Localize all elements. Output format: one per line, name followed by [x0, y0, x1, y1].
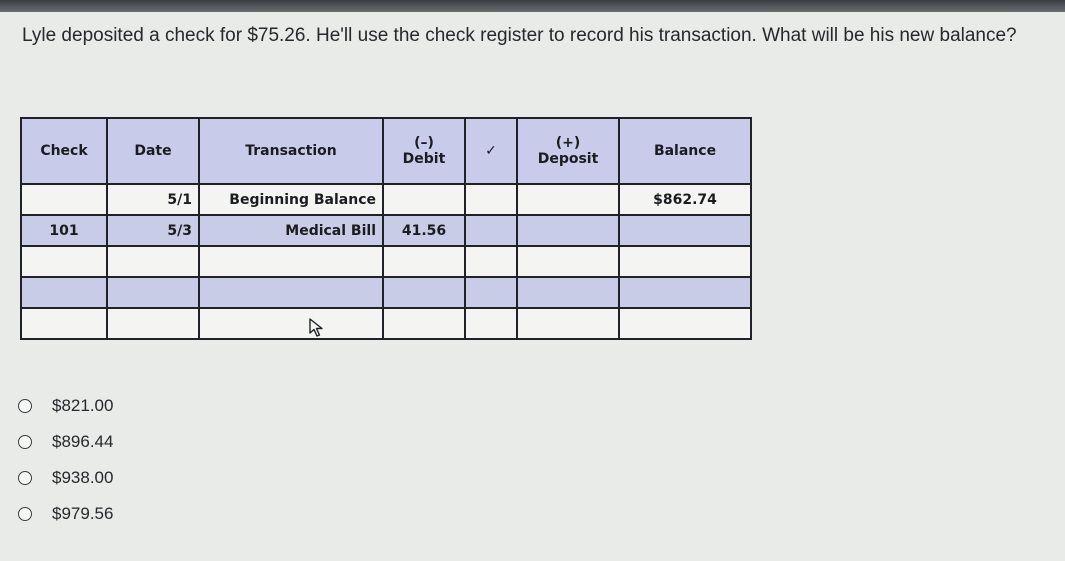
radio-button[interactable] — [18, 507, 32, 521]
header-balance: Balance — [619, 118, 751, 184]
cell-check — [21, 184, 107, 215]
cell-deposit — [517, 277, 619, 308]
table-row — [21, 277, 751, 308]
cell-balance: $862.74 — [619, 184, 751, 215]
cell-mark — [465, 246, 517, 277]
cell-transaction — [199, 246, 383, 277]
table-row — [21, 215, 751, 246]
cell-transaction: Medical Bill — [199, 215, 383, 246]
top-bar — [0, 0, 1065, 12]
question-text: Lyle deposited a check for $75.26. He'll use the check register to record his transaction. What will be his new balance? — [22, 25, 1017, 46]
cell-debit — [383, 308, 465, 339]
answer-option-2[interactable] — [18, 424, 113, 460]
header-check: Check — [21, 118, 107, 184]
cell-date: 5/3 — [107, 215, 199, 246]
cell-check — [21, 277, 107, 308]
option-label: $821.00 — [52, 396, 114, 415]
answer-options — [18, 388, 113, 532]
cell-balance — [619, 308, 751, 339]
radio-button[interactable] — [18, 471, 32, 485]
cell-transaction — [199, 277, 383, 308]
cell-balance — [619, 215, 751, 246]
cell-debit — [383, 184, 465, 215]
cell-date — [107, 308, 199, 339]
cell-balance — [619, 246, 751, 277]
table-header-row — [21, 118, 751, 184]
cell-check: 101 — [21, 215, 107, 246]
cell-check — [21, 246, 107, 277]
mouse-pointer-icon — [308, 318, 326, 338]
cell-date — [107, 277, 199, 308]
radio-button[interactable] — [18, 435, 32, 449]
check-register-table — [20, 117, 752, 340]
radio-button[interactable] — [18, 399, 32, 413]
answer-option-3[interactable] — [18, 460, 113, 496]
cell-debit — [383, 277, 465, 308]
answer-option-4[interactable] — [18, 496, 113, 532]
table-row — [21, 308, 751, 339]
cell-transaction: Beginning Balance — [199, 184, 383, 215]
header-date: Date — [107, 118, 199, 184]
cell-mark — [465, 184, 517, 215]
header-deposit — [517, 118, 619, 184]
cell-check — [21, 308, 107, 339]
cell-mark — [465, 277, 517, 308]
cell-date: 5/1 — [107, 184, 199, 215]
header-debit — [383, 118, 465, 184]
cell-debit — [383, 246, 465, 277]
cell-mark — [465, 308, 517, 339]
header-deposit-symbol: (+) — [555, 135, 581, 151]
option-label: $938.00 — [52, 468, 114, 487]
cell-deposit — [517, 246, 619, 277]
cell-date — [107, 246, 199, 277]
cell-transaction — [199, 308, 383, 339]
header-deposit-label: Deposit — [537, 151, 599, 167]
cell-deposit — [517, 308, 619, 339]
table-row — [21, 184, 751, 215]
cell-deposit — [517, 215, 619, 246]
cell-mark — [465, 215, 517, 246]
cell-debit: 41.56 — [383, 215, 465, 246]
cell-balance — [619, 277, 751, 308]
table-row — [21, 246, 751, 277]
header-debit-symbol: (–) — [414, 135, 434, 151]
header-checkmark: ✓ — [465, 118, 517, 184]
option-label: $896.44 — [52, 432, 114, 451]
header-transaction: Transaction — [199, 118, 383, 184]
option-label: $979.56 — [52, 504, 114, 523]
answer-option-1[interactable] — [18, 388, 113, 424]
cell-deposit — [517, 184, 619, 215]
header-debit-label: Debit — [402, 151, 446, 167]
